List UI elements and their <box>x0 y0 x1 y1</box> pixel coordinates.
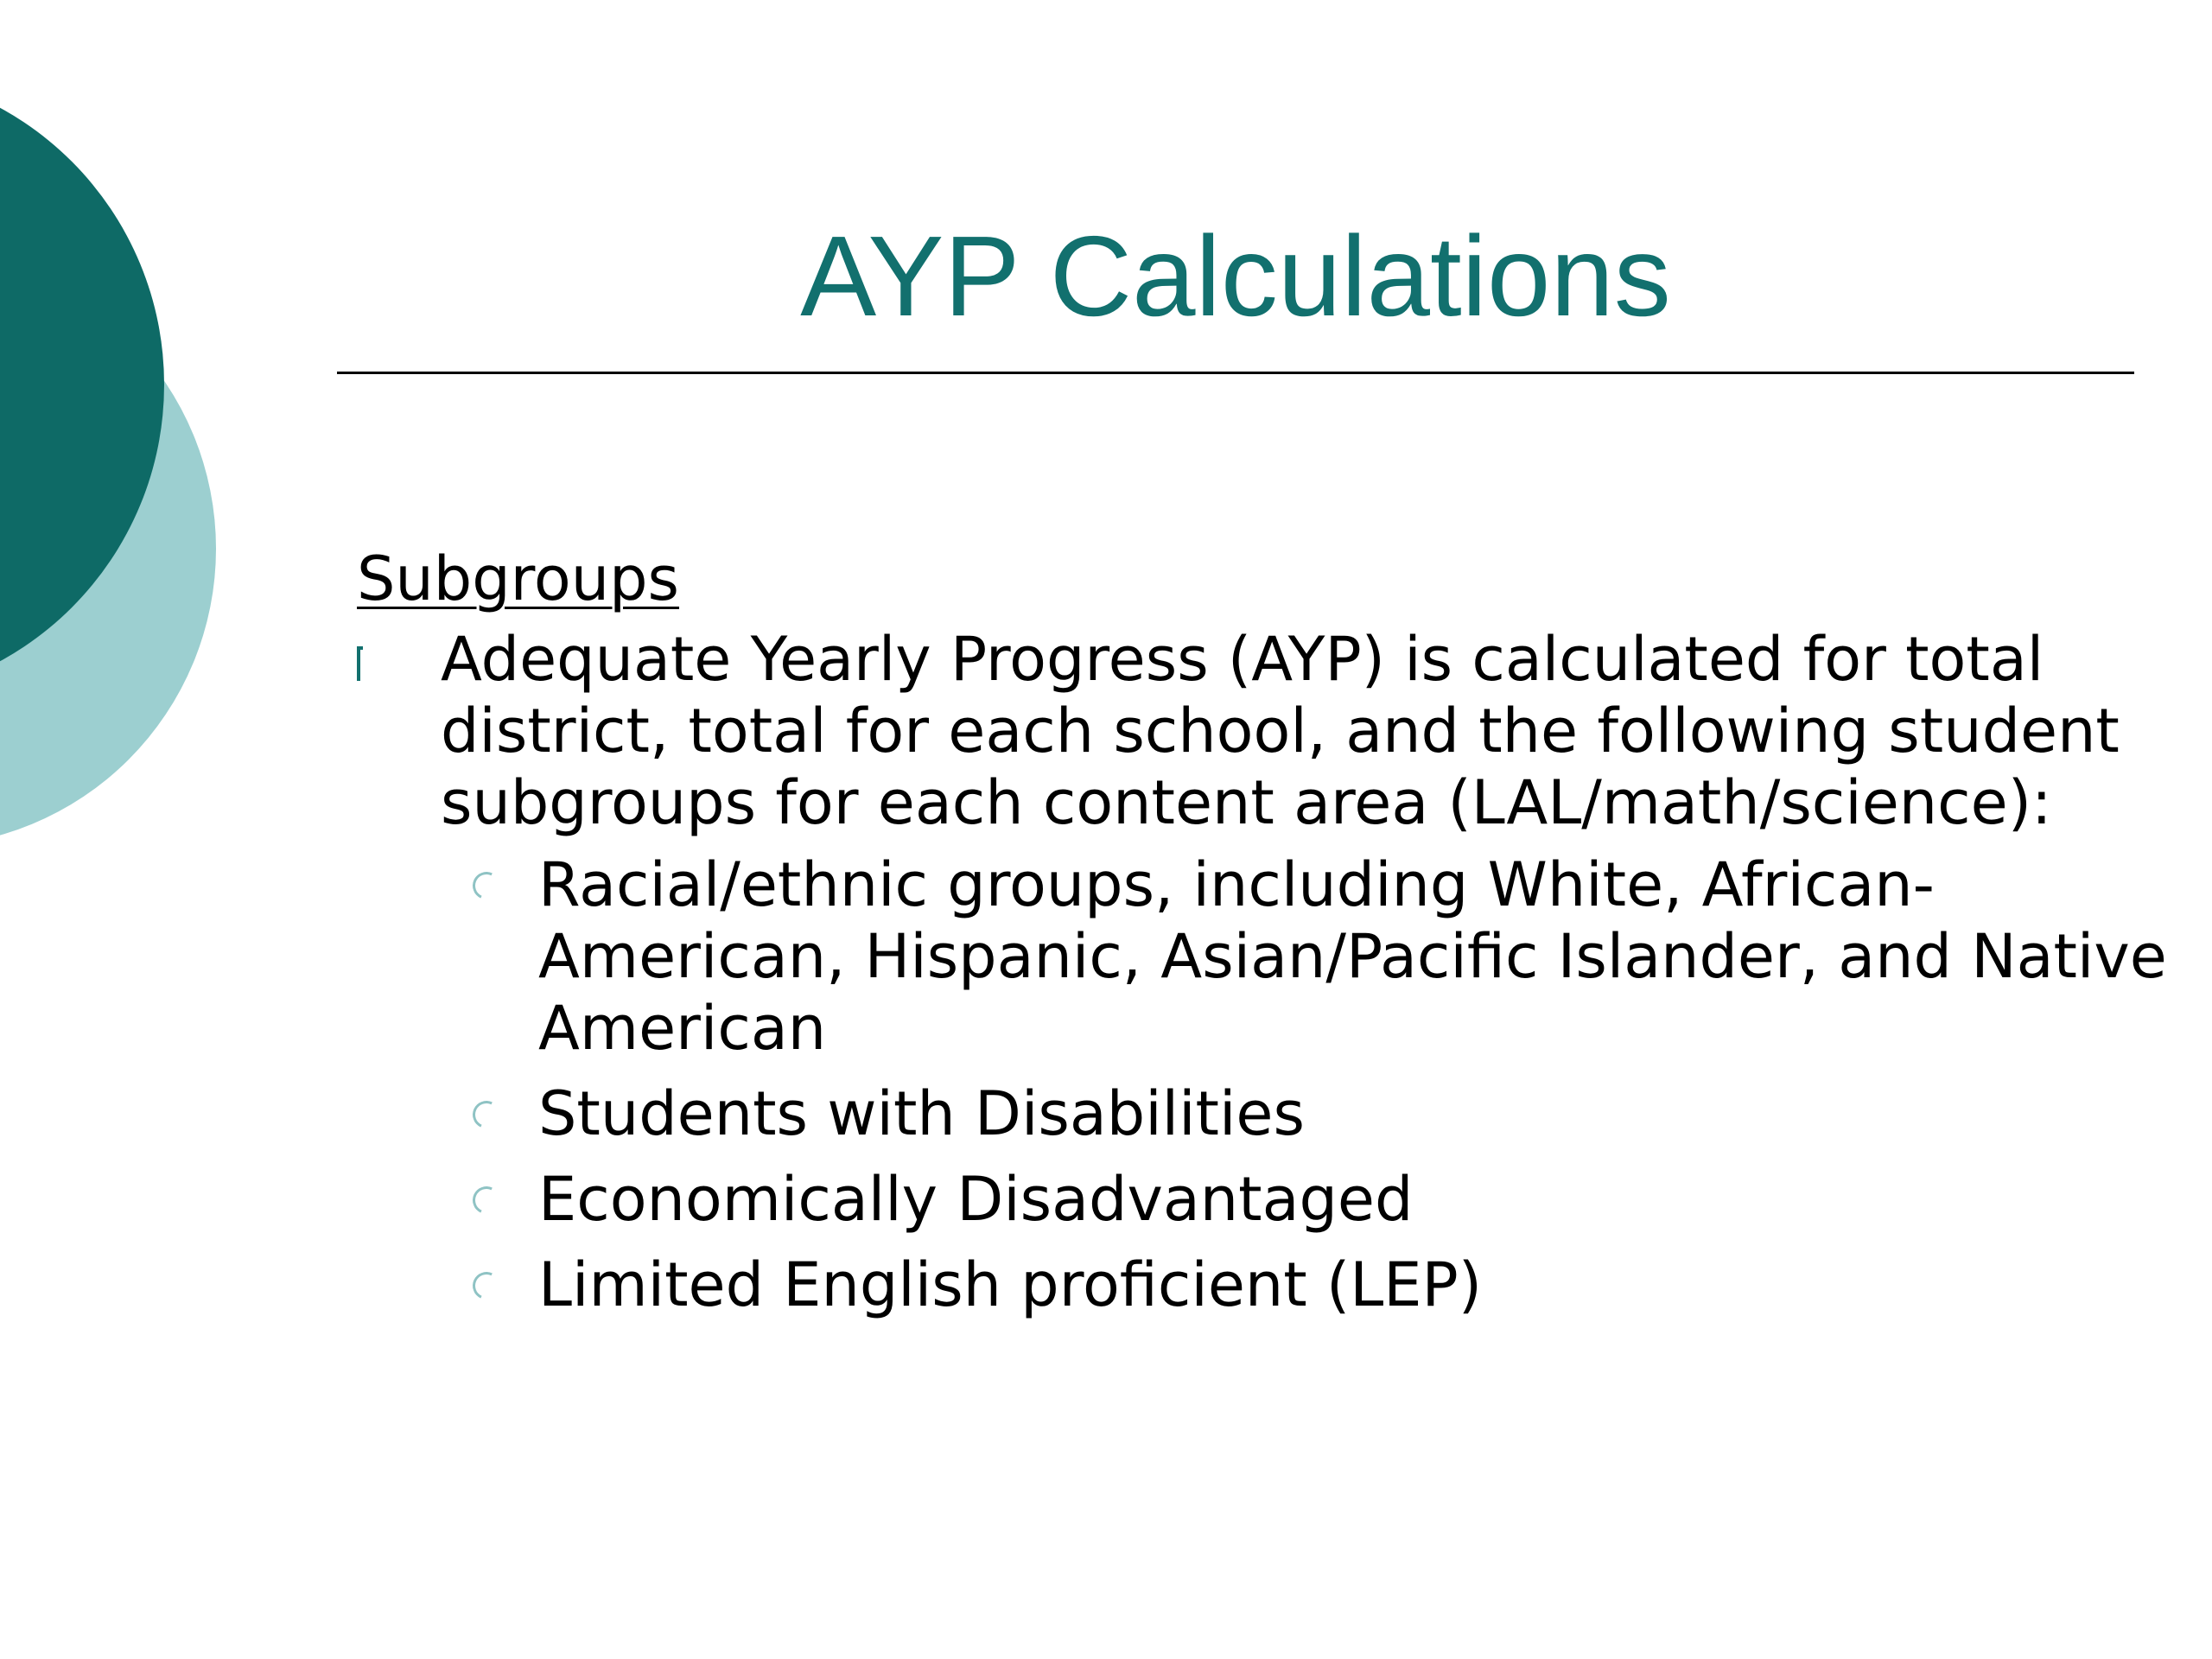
list-item <box>538 1078 2171 1150</box>
slide-title: AYP Calculations <box>800 213 1671 340</box>
slide-body <box>357 537 2171 1335</box>
arc-bullet-icon <box>468 1268 504 1303</box>
main-point <box>357 624 2171 839</box>
arc-bullet-icon <box>468 1096 504 1132</box>
list-item-text: Economically Disadvantaged <box>538 1164 1414 1235</box>
list-item <box>538 1249 2171 1321</box>
arc-bullet-icon <box>468 868 504 903</box>
section-heading: Subgroups <box>357 543 680 614</box>
subgroup-list <box>357 849 2171 1321</box>
list-item-text: Students with Disabilities <box>538 1078 1305 1149</box>
list-item-text: Limited English proficient (LEP) <box>538 1249 1483 1320</box>
bar-bullet-icon <box>357 646 360 681</box>
list-item <box>538 849 2171 1065</box>
list-item-text: Racial/ethnic groups, including White, African-American, Hispanic, Asian/Pacific Islander, and Native American <box>538 849 2167 1064</box>
arc-bullet-icon <box>468 1182 504 1217</box>
decorative-circles <box>0 0 225 881</box>
title-divider <box>337 372 2134 374</box>
main-point-text: Adequate Yearly Progress (AYP) is calculated for total district, total for each school, and the following student subgroups for each content area (LAL/math/science): <box>441 624 2120 838</box>
list-item <box>538 1164 2171 1236</box>
